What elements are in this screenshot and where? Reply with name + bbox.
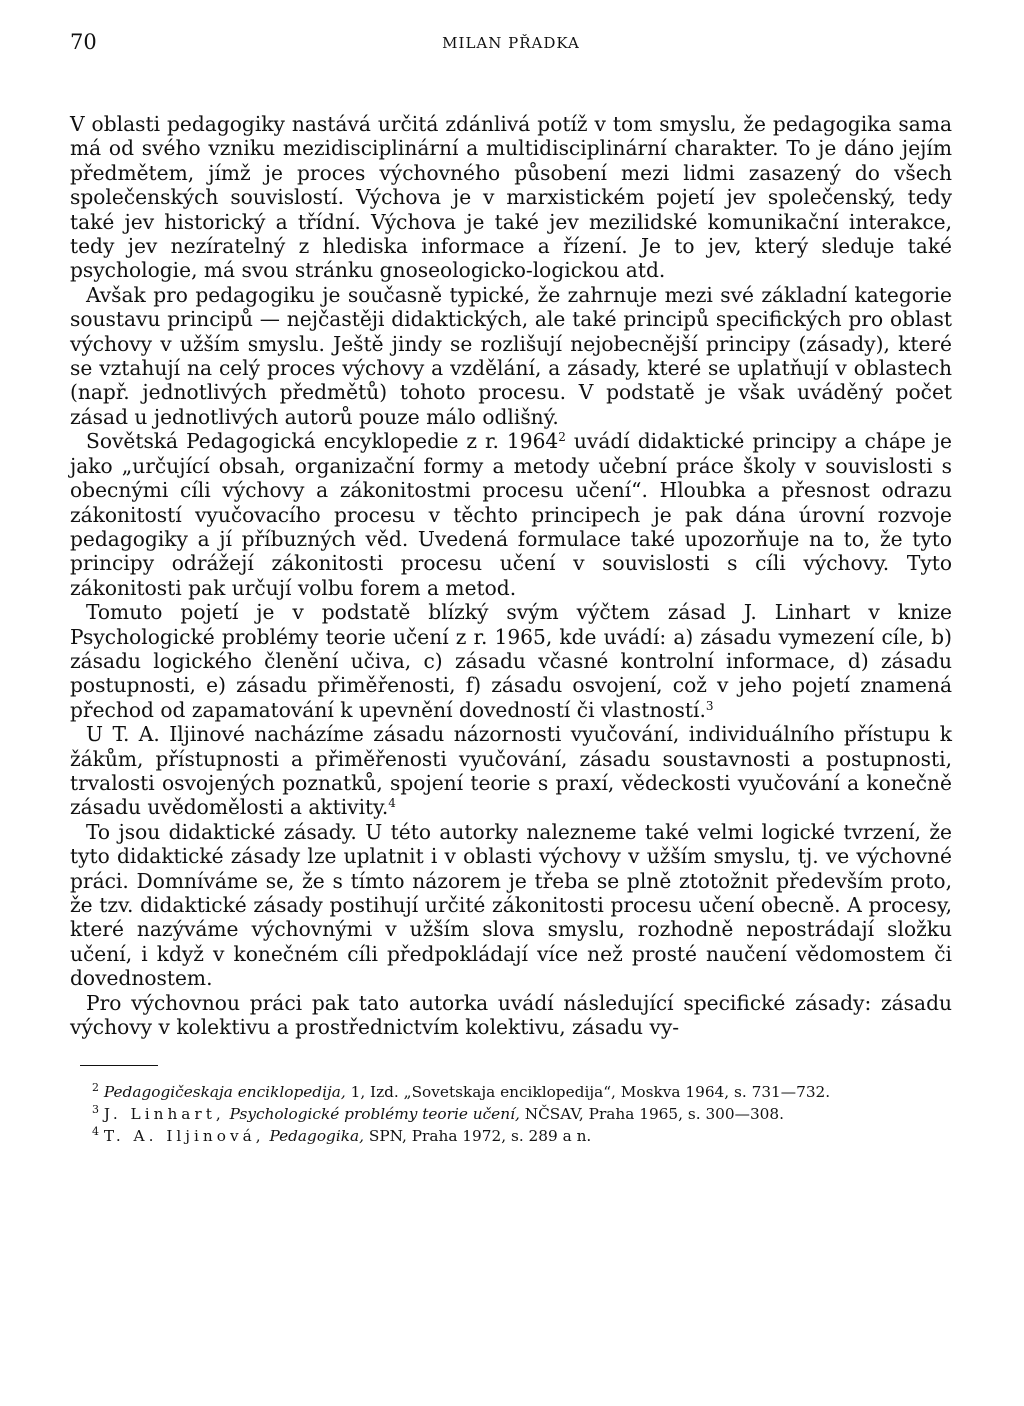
footnote <box>70 1104 952 1126</box>
footnote-text: SPN, Praha 1972, s. 289 a n. <box>363 1127 592 1146</box>
paragraph-text: uvádí didaktické principy a chápe je jako „určující obsah, organizační formy a metody učební práce školy v souvislosti s obecnými cíli výchovy a zákonitostmi procesu učení“. Hloubka a přesnost odrazu zákonitostí vyučovacího procesu v těchto principech je pak dána úrovní rozvoje pedagogiky a jí příbuzných věd. Uvedená formulace také upozorňuje na to, že tyto principy odrážejí zákonitosti procesu učení v souvislosti s cíli výchovy. Tyto zákonitosti pak určují volbu forem a metod. <box>70 429 952 600</box>
paragraph <box>70 429 952 600</box>
footnote <box>70 1082 952 1104</box>
footnote-title: Pedagogika, <box>269 1127 364 1146</box>
paragraph: V oblasti pedagogiky nastává určitá zdánlivá potíž v tom smyslu, že pedagogika sama má od svého vzniku mezidisciplinární a multidisciplinární charakter. To je dáno jejím předmětem, jímž je proces výchovného působení mezi lidmi zasazený do všech společenských souvislostí. Výchova je v marxistickém pojetí jev společenský, tedy také jev historický a třídní. Výchova je také jev mezilidské komunikační interakce, tedy jev nezíratelný z hlediska informace a řízení. Je to jev, který sleduje také psychologie, má svou stránku gnoseologicko-logickou atd. <box>70 112 952 283</box>
footnote-ref[interactable]: 4 <box>388 796 396 811</box>
footnote-number: 3 <box>92 1103 99 1117</box>
paragraph-text: Sovětská Pedagogická encyklopedie z r. 1964 <box>86 429 559 454</box>
footnote-text: 1, Izd. „Sovetskaja enciklopedija“, Moskva 1964, s. 731—732. <box>345 1083 831 1102</box>
footnote-ref[interactable]: 2 <box>558 430 566 445</box>
footnotes <box>70 1082 952 1147</box>
paragraph <box>70 600 952 722</box>
footnote-number: 4 <box>92 1125 99 1139</box>
footnote-author: J. Linhart, <box>103 1105 225 1124</box>
paragraph: Avšak pro pedagogiku je současně typické, že zahrnuje mezi své základní kategorie soustavu principů — nejčastěji didaktických, ale také principů specifických pro oblast výchovy v užším smyslu. Ještě jindy se rozlišují nejobecnější principy (zásady), které se vztahují na celý proces výchovy a vzdělání, a zásady, které se uplatňují v oblastech (např. jednotlivých předmětů) tohoto procesu. V podstatě je však uváděný počet zásad u jednotlivých autorů pouze málo odlišný. <box>70 282 952 429</box>
footnote <box>70 1126 952 1148</box>
paragraph <box>70 722 952 820</box>
footnote-ref[interactable]: 3 <box>705 698 714 713</box>
footnote-text: NČSAV, Praha 1965, s. 300—308. <box>519 1105 784 1124</box>
footnote-divider <box>80 1065 158 1066</box>
page-number: 70 <box>70 30 97 54</box>
footnote-title: Pedagogičeskaja enciklopedija, <box>103 1083 346 1102</box>
footnote-author: T. A. Iljinová, <box>103 1127 265 1146</box>
page-header <box>70 30 952 66</box>
page <box>70 30 952 1148</box>
running-head: MILAN PŘADKA <box>442 34 580 52</box>
paragraph: To jsou didaktické zásady. U této autorky nalezneme také velmi logické tvrzení, že tyto didaktické zásady lze uplatnit i v oblasti výchovy v užším smyslu, tj. ve výchovné práci. Domníváme se, že s tímto názorem je třeba se plně ztotožnit především proto, že tzv. didaktické zásady postihují určité zákonitosti procesu učení obecně. A procesy, které nazýváme výchovnými v užším slova smyslu, rozhodně nepostrádají složku učení, i když v konečném cíli předpokládají více než prosté naučení vědomostem či dovednostem. <box>70 819 952 991</box>
footnote-number: 2 <box>92 1081 99 1095</box>
paragraph: Pro výchovnou práci pak tato autorka uvádí následující specifické zásady: zásadu výchovy v kolektivu a prostřednictvím kolektivu, zásadu vy- <box>70 990 952 1040</box>
body-text <box>70 112 952 1039</box>
paragraph-text: Tomuto pojetí je v podstatě blízký svým výčtem zásad J. Linhart v knize Psychologické problémy teorie učení z r. 1965, kde uvádí: a) zásadu vymezení cíle, b) zásadu logického členění učiva, c) zásadu včasné kontrolní informace, d) zásadu postupnosti, e) zásadu přiměřenosti, f) zásadu osvojení, což v jeho pojetí znamená přechod od zapamatování k upevnění dovedností či vlastností. <box>70 600 952 722</box>
paragraph-text: U T. A. Iljinové nacházíme zásadu názornosti vyučování, individuálního přístupu k žákům, přístupnosti a přiměřenosti vyučování, zásadu soustavnosti a postupnosti, trvalosti osvojených poznatků, spojení teorie s praxí, vědeckosti vyučování a konečně zásadu uvědomělosti a aktivity. <box>70 722 952 820</box>
footnote-title: Psychologické problémy teorie učení, <box>229 1105 520 1124</box>
